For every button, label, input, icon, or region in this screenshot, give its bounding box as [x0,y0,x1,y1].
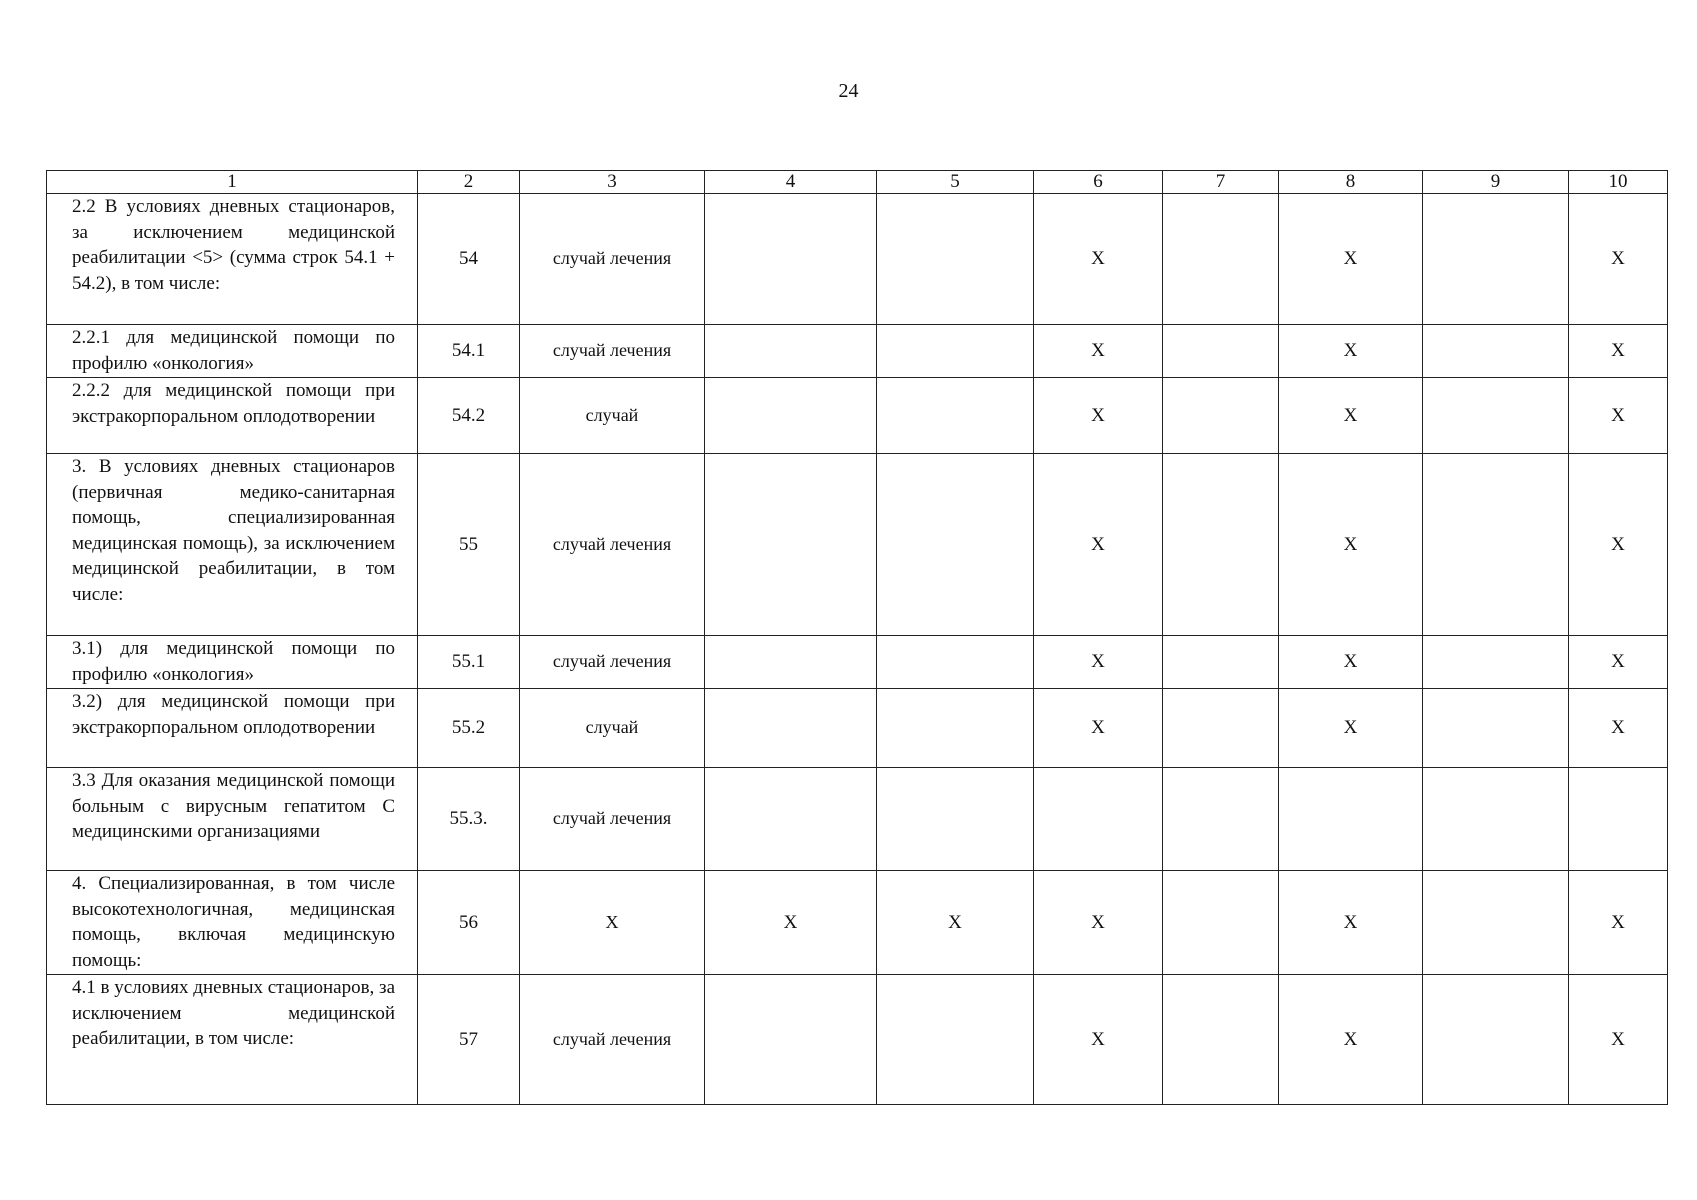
row-unit: X [520,871,705,975]
table-cell [877,194,1034,325]
row-name: 3.1) для медицинской помощи по профилю «онкология» [47,636,418,689]
row-name: 4.1 в условиях дневных стационаров, за исключением медицинской реабилитации, в том числе: [47,975,418,1105]
table-cell [705,975,877,1105]
table-cell [877,689,1034,768]
row-name: 2.2 В условиях дневных стационаров, за исключением медицинской реабилитации <5> (сумма строк 54.1 + 54.2), в том числе: [47,194,418,325]
table-cell: X [1034,871,1163,975]
row-name: 2.2.1 для медицинской помощи по профилю «онкология» [47,325,418,378]
row-unit: случай [520,378,705,454]
table-cell [877,768,1034,871]
table-cell: X [1279,454,1423,636]
table-cell [1423,768,1569,871]
table-cell: X [1569,378,1668,454]
column-header: 5 [877,171,1034,194]
table-cell [1163,194,1279,325]
table-cell [877,636,1034,689]
row-code: 55.2 [418,689,520,768]
column-header: 3 [520,171,705,194]
row-name: 3.3 Для оказания медицинской помощи больным с вирусным гепатитом С медицинскими организациями [47,768,418,871]
column-header: 9 [1423,171,1569,194]
table-cell [1163,689,1279,768]
column-header: 1 [47,171,418,194]
table-cell: X [877,871,1034,975]
row-code: 54.1 [418,325,520,378]
table-cell [877,325,1034,378]
row-unit: случай лечения [520,636,705,689]
table-cell [1569,768,1668,871]
table-cell: X [705,871,877,975]
table-cell: X [1034,194,1163,325]
table-row [47,689,1668,768]
row-code: 57 [418,975,520,1105]
table-cell: X [1569,325,1668,378]
table-row [47,194,1668,325]
table-cell: X [1034,689,1163,768]
row-unit: случай лечения [520,194,705,325]
table-cell: X [1279,689,1423,768]
table-cell [1279,768,1423,871]
table-cell [1423,378,1569,454]
row-code: 54.2 [418,378,520,454]
table-cell [705,194,877,325]
table-cell: X [1569,975,1668,1105]
row-unit: случай лечения [520,975,705,1105]
table-cell [1163,975,1279,1105]
data-table [46,170,1668,1105]
table-cell: X [1279,871,1423,975]
row-code: 55.1 [418,636,520,689]
table-cell [705,378,877,454]
row-name: 4. Специализированная, в том числе высокотехнологичная, медицинская помощь, включая медицинскую помощь: [47,871,418,975]
column-header: 6 [1034,171,1163,194]
table-cell: X [1279,325,1423,378]
table-cell [1423,871,1569,975]
table-cell [705,768,877,871]
column-header: 4 [705,171,877,194]
table-cell: X [1279,378,1423,454]
table-cell [1423,194,1569,325]
table-cell: X [1034,975,1163,1105]
table-cell [1423,636,1569,689]
table-cell [1034,768,1163,871]
table-cell: X [1279,975,1423,1105]
table-cell [1163,768,1279,871]
table-cell [1423,454,1569,636]
row-unit: случай лечения [520,454,705,636]
table-cell [1423,975,1569,1105]
row-unit: случай лечения [520,325,705,378]
table-cell: X [1569,454,1668,636]
table-cell: X [1279,194,1423,325]
table-cell: X [1569,871,1668,975]
table-cell [877,454,1034,636]
table-row [47,454,1668,636]
table-cell [1163,325,1279,378]
table-cell [877,378,1034,454]
table-cell: X [1034,636,1163,689]
row-code: 54 [418,194,520,325]
table-cell: X [1569,194,1668,325]
table-cell: X [1569,636,1668,689]
row-code: 56 [418,871,520,975]
row-name: 3.2) для медицинской помощи при экстракорпоральном оплодотворении [47,689,418,768]
page-number: 24 [838,80,859,102]
table-cell [1423,325,1569,378]
row-unit: случай [520,689,705,768]
table-cell [705,689,877,768]
table-cell: X [1034,325,1163,378]
table-cell [705,636,877,689]
row-name: 2.2.2 для медицинской помощи при экстракорпоральном оплодотворении [47,378,418,454]
table-cell: X [1279,636,1423,689]
table-cell: X [1034,378,1163,454]
table-cell [1163,454,1279,636]
table-row [47,975,1668,1105]
table-cell [1163,636,1279,689]
table-cell [1163,871,1279,975]
table-row [47,636,1668,689]
table-cell [705,454,877,636]
table-row [47,325,1668,378]
column-header: 2 [418,171,520,194]
row-name: 3. В условиях дневных стационаров (первичная медико-санитарная помощь, специализированная медицинская помощь), за исключением медицинской реабилитации, в том числе: [47,454,418,636]
table-cell [877,975,1034,1105]
table-row [47,768,1668,871]
column-header: 10 [1569,171,1668,194]
column-header: 8 [1279,171,1423,194]
table-cell [705,325,877,378]
table-cell: X [1034,454,1163,636]
table-cell: X [1569,689,1668,768]
column-header: 7 [1163,171,1279,194]
row-code: 55 [418,454,520,636]
table-row [47,871,1668,975]
row-code: 55.3. [418,768,520,871]
table-row [47,378,1668,454]
header-row [47,171,1668,194]
table-cell [1423,689,1569,768]
table-cell [1163,378,1279,454]
row-unit: случай лечения [520,768,705,871]
